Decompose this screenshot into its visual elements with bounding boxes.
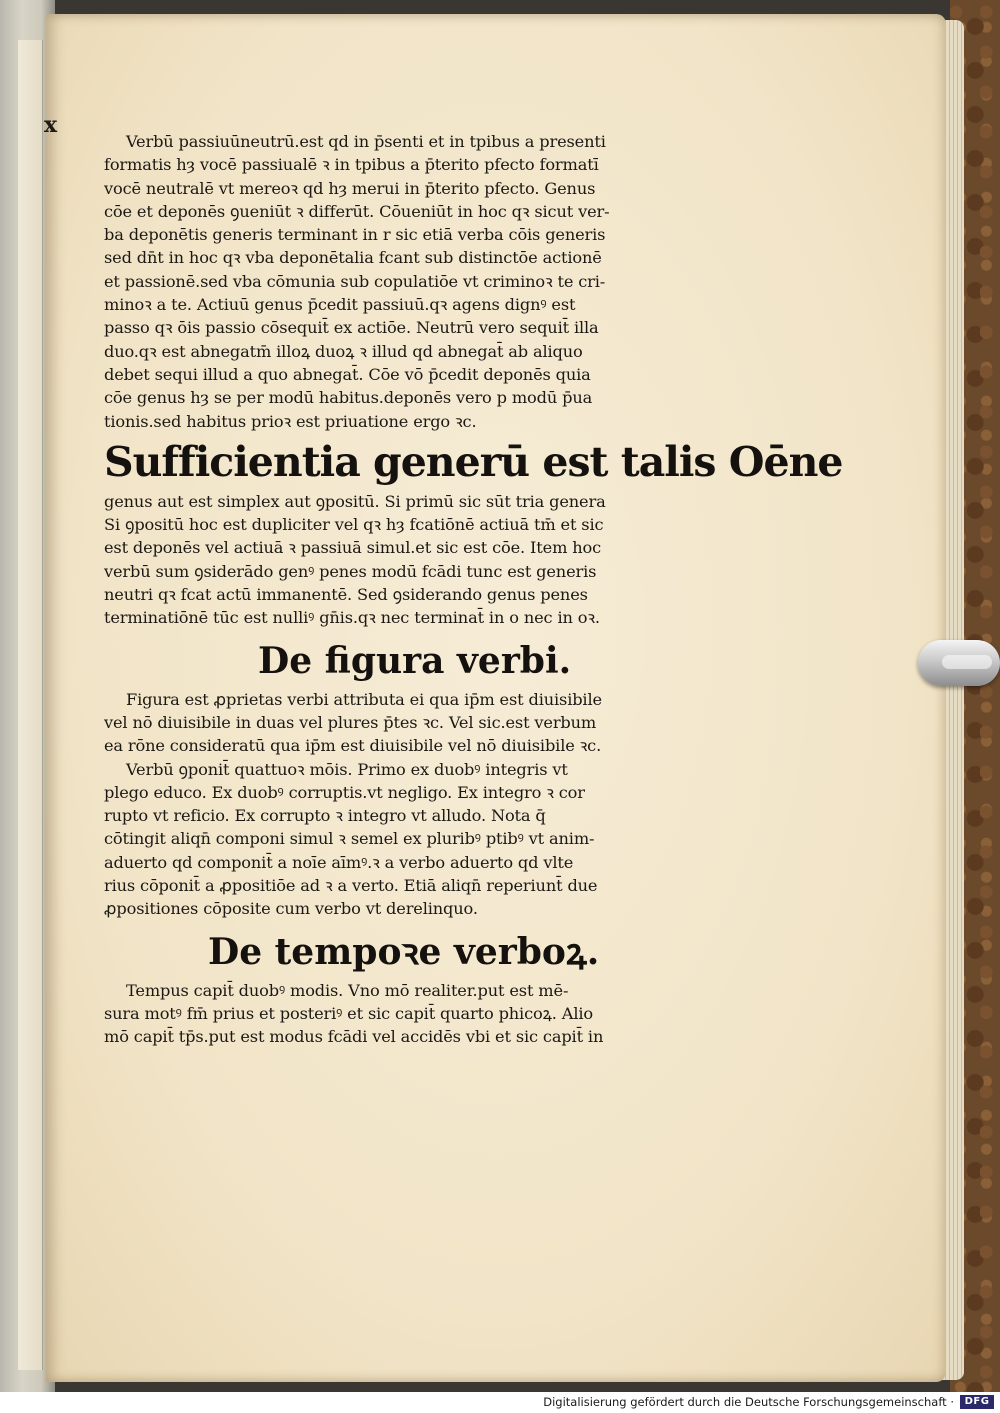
paragraph-verbum-passiuum — [104, 130, 744, 433]
folio-mark: x — [44, 112, 58, 138]
text-block — [104, 130, 843, 1049]
text-line: verbū sum ꝯsiderādo genꝰ penes modū fcādi tunc est generis — [104, 561, 597, 581]
text-line: vocē neutralē vt mereoꝛ qd hȝ merui in p̄terito pfecto. Genus — [104, 178, 596, 198]
text-line: rius cōponit̄ a ꝓpositiōe ad ꝛ a verto. Etiā aliqn̄ reperiunt̄ due — [104, 876, 598, 896]
text-line: plego educo. Ex duobꝰ corruptis.vt negligo. Ex integro ꝛ cor — [104, 782, 585, 802]
text-line: aduerto qd componit̄ a noīe aīmꝰ.ꝛ a verbo aduerto qd vlte — [104, 852, 574, 872]
text-line: est deponēs vel actiuā ꝛ passiuā simul.et sic est cōe. Item hoc — [104, 538, 602, 558]
text-line: rupto vt reficio. Ex corrupto ꝛ integro vt alludo. Nota q̄ — [104, 806, 546, 826]
text-line: duo.qꝛ est abnegatm̄ illoꝝ duoꝝ ꝛ illud qd abnegat̄ ab aliquo — [104, 341, 583, 361]
text-line: ꝓpositiones cōposite cum verbo vt derelinquo. — [104, 899, 478, 919]
text-line: Verbū ꝯponit̄ quattuoꝛ mōis. Primo ex duobꝰ integris vt — [126, 759, 568, 779]
dfg-logo: DFG — [960, 1395, 994, 1409]
text-line: mō capit̄ tp̄s.put est modus fcādi vel accidēs vbi et sic capit̄ in — [104, 1027, 604, 1047]
heading-de-figura-verbi: De figura verbi. — [258, 639, 572, 682]
paragraph-tempus — [104, 979, 744, 1049]
text-line: formatis hȝ vocē passiualē ꝛ in tpibus a p̄terito pfecto formatī — [104, 155, 599, 175]
funding-credit: Digitalisierung gefördert durch die Deutsche Forschungsgemeinschaft · — [543, 1395, 954, 1409]
text-line: et passionē.sed vba cōmunia sub copulatiōe vt criminoꝛ te cri- — [104, 271, 606, 291]
text-line: terminatiōnē tūc est nulliꝰ gn̄is.qꝛ nec terminat̄ in o nec in oꝛ. — [104, 608, 600, 628]
text-line: ba deponētis generis terminant in r sic etiā verba cōis generis — [104, 225, 606, 245]
text-line: minoꝛ a te. Actiuū genus p̄cedit passiuū.qꝛ agens dignꝰ est — [104, 295, 576, 315]
text-line: ea rōne consideratū qua ip̄m est diuisibile vel nō diuisibile ꝛc. — [104, 736, 602, 756]
text-line: tionis.sed habitus prioꝛ est priuatione ergo ꝛc. — [104, 411, 477, 431]
text-line: passo qꝛ ōis passio cōsequit̄ ex actiōe. Neutrū vero sequit̄ illa — [104, 318, 599, 338]
text-line: Tempus capit̄ duobꝰ modis. Vno mō realiter.put est mē- — [126, 980, 569, 1000]
heading-sufficientia: Sufficientia generū est talis Oēne — [104, 437, 843, 486]
heading-de-tempore-verborum: De tempoꝛe verboꝝ. — [208, 930, 600, 973]
text-line: sura motꝰ fm̄ prius et posteriꝰ et sic capit̄ quarto phicoꝝ. Alio — [104, 1003, 593, 1023]
text-line: Verbū passiuūneutrū.est qd in p̄senti et in tpibus a presenti — [126, 132, 606, 151]
text-line: cōe et deponēs ꝯueniūt ꝛ differūt. Cōueniūt in hoc qꝛ sicut ver- — [104, 201, 610, 221]
text-line: Si ꝯpositū hoc est dupliciter vel qꝛ hȝ fcatiōnē actiuā tm̄ et sic — [104, 515, 604, 535]
paragraph-verbum-componitur — [104, 758, 744, 921]
text-line: genus aut est simplex aut ꝯpositū. Si primū sic sūt tria genera — [104, 491, 606, 511]
text-line: debet sequi illud a quo abnegat̄. Cōe vō p̄cedit deponēs quia — [104, 364, 591, 384]
text-line: sed dn̄t in hoc qꝛ vba deponētalia fcant sub distinctōe actionē — [104, 248, 602, 268]
paragraph-figura — [104, 688, 744, 758]
clamp-highlight — [942, 655, 992, 669]
paragraph-genus — [104, 490, 744, 630]
footer-bar — [0, 1392, 1000, 1413]
text-line: cōe genus hȝ se per modū habitus.deponēs vero p modū p̄ua — [104, 388, 593, 408]
text-line: Figura est ꝓprietas verbi attributa ei qua ip̄m est diuisibile — [126, 689, 602, 709]
left-page-paper — [18, 40, 43, 1370]
text-line: vel nō diuisibile in duas vel plures p̄tes ꝛc. Vel sic.est verbum — [104, 712, 597, 732]
text-line: neutri qꝛ fcat actū immanentē. Sed ꝯsiderando genus penes — [104, 585, 588, 605]
text-line: cōtingit aliqn̄ componi simul ꝛ semel ex pluribꝰ ptibꝰ vt anim- — [104, 829, 595, 849]
